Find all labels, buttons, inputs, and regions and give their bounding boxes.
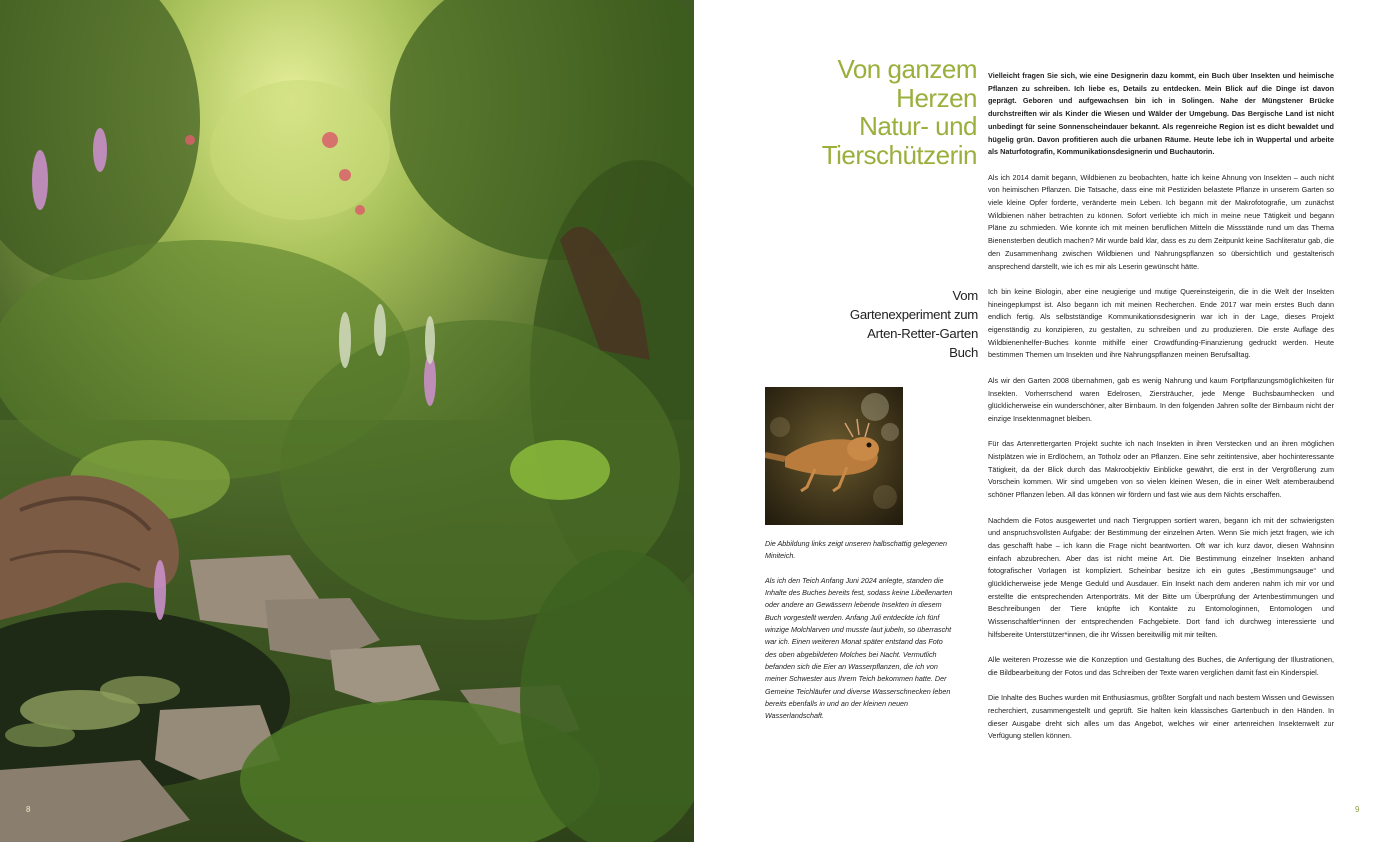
paragraph: Die Inhalte des Buches wurden mit Enthusiasmus, größter Sorgfalt und nach bestem Wissen und Gewissen recherchiert, zusammengestellt und geprüft. Sie halten kein klassisches Gartenbuch in den Händen. In dieser Ausgabe dreht sich alles um das Angebot, welches wir einer artenreichen Insektenwelt zur Verfügung stellen können. [988,693,1334,741]
chapter-heading [804,55,977,169]
paragraph: Alle weiteren Prozesse wie die Konzeption und Gestaltung des Buches, die Anfertigung der Illustrationen, die Bildbearbeitung der Fotos und das Schreiben der Texte waren verglichen damit fast ein Kinderspiel. [988,655,1334,677]
newt-larva-photo [765,387,903,525]
section-subheading [804,286,978,362]
photo-caption [765,538,955,735]
heading-line: Natur- und [859,111,977,141]
subheading-line: Buch [949,345,978,360]
paragraph: Als ich 2014 damit begann, Wildbienen zu beobachten, hatte ich keine Ahnung von Insekten – auch nicht von heimischen Pflanzen. Die Tatsache, dass eine mit Pestiziden belastete Pflanze in unserem Garten so viele kleine Opfer forderte, veränderte mein Leben. Ich begann mit der Makrofotografie, um zunächst Wildbienen näher betrachten zu können. Sofort verliebte ich mich in meine neue Tätigkeit und begann Pläne zu schmieden. Wie konnte ich mit meinen beruflichen Mitteln die Missstände rund um das Thema Bienensterben deutlich machen? Mir wurde bald klar, dass es zu dem Zeitpunkt keine Sachliteratur gab, die den Zusammenhang zwischen Wildbienen und Nahrungspflanzen so übersichtlich und gestalterisch ansprechend darstellt, wie ich es mir als Leserin gewünscht hätte. [988,172,1334,271]
heading-line: Von ganzem [837,54,977,84]
heading-line: Herzen [896,82,977,113]
page-number-right: 9 [1355,805,1360,814]
subheading-line: Gartenexperiment zum [849,307,978,322]
paragraph: Nachdem die Fotos ausgewertet und nach Tiergruppen sortiert waren, begann ich mit der schwierigsten und anspruchsvollsten Aufgabe: der Bestimmung der einzelnen Arten. Wenn Sie mich jetzt fragen, wie ich das geschafft habe – ich kann die Frage nicht beantworten. Oft war ich kurz davor, diesen Wahnsinn einfach abzubrechen. Aber das ist nicht meine Art. Die Bestimmung einzelner Insekten anhand fotografischer Vorlagen ist kompliziert. Scheinbar besitze ich ein gutes „Bestimmungsauge“ und glücklicherweise jede Menge Geduld und Ausdauer. Ein Insekt nach dem anderen nahm ich mir vor und erstellte die entsprechenden Artenporträts. Mit der Bitte um Überprüfung der Artenbestimmungen und Beschreibungen der Tiere knüpfte ich Kontakte zu Entomologinnen, Entomologen und Wissenschaftler*innen der entsprechenden Fachgebiete. Dort fand ich durchweg interessierte und hilfsbereite Unterstützer*innen, die ihr Wissen bereitwillig mit mir teilten. [988,515,1334,639]
paragraph: Ich bin keine Biologin, aber eine neugierige und mutige Quereinsteigerin, die in die Welt der Insekten hineingeplumpst ist. Also begann ich mit meinen Recherchen. Ende 2017 war mein erstes Buch dann endlich fertig. Als selbstständige Kommunikationsdesignerin war ich in der Lage, dieses Projekt eigenständig zu konzipieren, zu gestalten, zu schreiben und zu produzieren. Die erste Auflage des Wildbienenhelfer-Buches konnte mithilfe einer Crowdfunding-Finanzierung gedruckt werden. Heute bestimmen Themen um Insekten und ihre Nahrungspflanzen meinen Berufsalltag. [988,286,1334,360]
paragraph: Als wir den Garten 2008 übernahmen, gab es wenig Nahrung und kaum Fortpflanzungsmöglichkeiten für Insekten. Vorherrschend waren Edelrosen, Ziersträucher, jede Menge Buchsbaumhecken und glücklicherweise ein wunderschöner, alter Birnbaum. In den folgenden Jahren sollte der Birnbaum nicht der einzige Insektenmagnet bleiben. [988,375,1334,423]
caption-intro: Die Abbildung links zeigt unseren halbschattig gelegenen Miniteich. [765,539,947,561]
page-number-left: 8 [26,805,31,814]
paragraph: Für das Artenrettergarten Projekt suchte ich nach Insekten in ihren Verstecken und an ihren möglichen Nistplätzen wie in Erdlöchern, an Totholz oder an Pflanzen. Eine sehr zeitintensive, aber hochinteressante Tätigkeit, da der Blick durch das Makroobjektiv Einblicke gewährt, die erst in der Vergrößerung zum Vorschein kommen. Wir sind umgeben von so vielen kleinen Wesen, die in einer Welt atemberaubend schöner Pflanzen leben. All das können wir fördern und fast wie aus dem Nichts erschaffen. [988,439,1334,500]
subheading-line: Arten-Retter-Garten [867,326,978,341]
paragraph: Vielleicht fragen Sie sich, wie eine Designerin dazu kommt, ein Buch über Insekten und heimische Pflanzen zu schreiben. Ich liebe es, Details zu entdecken. Mein Blick auf die Dinge ist davon geprägt. Geboren und aufgewachsen bin ich in Solingen. Nahe der Müngstener Brücke durchstreiften wir als Kinder die Wiesen und Wälder der Umgebung. Das Bergische Land ist nicht unbedingt für seine Sonnenscheindauer bekannt. Als regenreiche Region ist es dicht bewaldet und hügelig grün. Davon profitieren auch die urbanen Räume. Heute lebe ich in Wuppertal und arbeite als Naturfotografin, Kommunikationsdesignerin und Buchautorin. [988,71,1334,157]
heading-line: Tierschützerin [821,139,977,170]
body-text [988,70,1334,756]
subheading-line: Vom [952,288,978,303]
text-page [694,0,1389,842]
garden-pond-photo [0,0,694,842]
caption-text: Als ich den Teich Anfang Juni 2024 anlegte, standen die Inhalte des Buches bereits fest, sodass keine Libellenarten oder andere an Gewässern lebende Insekten in diesem Buch vorgestellt werden. Anfang Juli entdeckte ich fünf winzige Molchlarven und musste laut jubeln, so überrascht war ich. Einen weiteren Monat später entstand das Foto des oben abgebildeten Molches bei Nacht. Vermutlich befanden sich die Eier an Wasserpflanzen, die ich von meiner Schwester aus Ihrem Teich bekommen hatte. Der Gemeine Teichläufer und diverse Wasserschnecken leben bereits ebenfalls in und an der kleinen neuen Wasserlandschaft. [765,575,953,721]
